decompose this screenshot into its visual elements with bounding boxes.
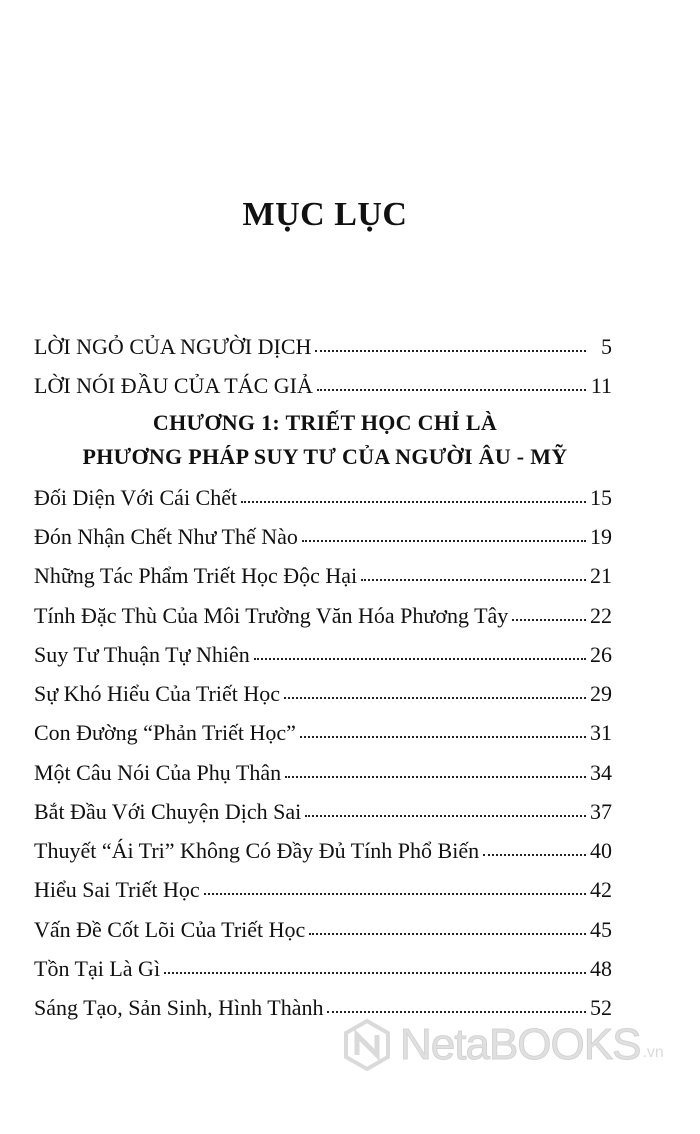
toc-entry [34, 681, 612, 707]
toc-entry-label: Con Đường “Phản Triết Học” [34, 720, 296, 745]
toc-entry-page: 34 [590, 760, 612, 785]
dot-leader [309, 933, 586, 935]
toc-entry-page: 5 [601, 334, 612, 359]
dot-leader [317, 389, 586, 391]
toc-entry [34, 485, 612, 511]
dot-leader [284, 697, 586, 699]
chapter-heading-line-1: CHƯƠNG 1: TRIẾT HỌC CHỈ LÀ [152, 410, 498, 435]
toc-entry-page: 19 [590, 524, 612, 549]
toc-entry-page: 40 [590, 838, 612, 863]
toc-entry [34, 799, 612, 825]
toc-entry-label: Sáng Tạo, Sản Sinh, Hình Thành [34, 995, 324, 1020]
dot-leader [300, 736, 586, 738]
toc-entry-label: Sự Khó Hiểu Của Triết Học [34, 681, 280, 706]
toc-entry-label: Thuyết “Ái Tri” Không Có Đầy Đủ Tính Phổ Biến [34, 838, 480, 863]
toc-entry-page: 21 [590, 563, 612, 588]
toc-entry-label: Tồn Tại Là Gì [34, 956, 161, 981]
watermark [340, 1012, 690, 1078]
dot-leader [483, 854, 586, 856]
toc-entry [34, 720, 612, 746]
toc-entry-page: 37 [590, 799, 612, 824]
toc-entry [34, 917, 612, 943]
dot-leader [361, 579, 586, 581]
toc-entry-label: Những Tác Phẩm Triết Học Độc Hại [34, 563, 358, 588]
toc-entry-label: Đón Nhận Chết Như Thế Nào [34, 524, 298, 549]
toc-entry-page: 42 [590, 877, 612, 902]
toc-entry-label: Bắt Đầu Với Chuyện Dịch Sai [34, 799, 302, 824]
toc-entry [34, 956, 612, 982]
toc-entry-label: Hiểu Sai Triết Học [34, 877, 200, 902]
toc-entry [34, 760, 612, 786]
toc-entry [34, 563, 612, 589]
dot-leader [241, 501, 586, 503]
toc-entry [34, 838, 612, 864]
dot-leader [302, 540, 586, 542]
toc-entry-label: LỜI NGỎ CỦA NGƯỜI DỊCH [34, 334, 312, 359]
dot-leader [164, 972, 586, 974]
toc-entry-page: 31 [590, 720, 612, 745]
toc-entry [34, 877, 612, 903]
toc-entry [34, 524, 612, 550]
watermark-brand: NetaBOOKS [400, 1020, 641, 1069]
chapter-heading-line-2: PHƯƠNG PHÁP SUY TƯ CỦA NGƯỜI ÂU - MỸ [82, 444, 568, 469]
toc-entry [34, 373, 612, 399]
toc-entry-page: 26 [590, 642, 612, 667]
toc-entry-page: 15 [590, 485, 612, 510]
netabooks-logo-icon [340, 1018, 394, 1072]
page-title: MỤC LỤC [242, 196, 408, 233]
watermark-suffix: .vn [642, 1044, 664, 1061]
toc-entry-page: 45 [590, 917, 612, 942]
toc-entry [34, 642, 612, 668]
toc-entry-page: 48 [590, 956, 612, 981]
dot-leader [254, 658, 586, 660]
toc-entry-page: 11 [590, 373, 612, 398]
toc-entry-label: Suy Tư Thuận Tự Nhiên [34, 642, 250, 667]
dot-leader [285, 776, 586, 778]
dot-leader [204, 893, 586, 895]
toc-entry-label: Vấn Đề Cốt Lõi Của Triết Học [34, 917, 306, 942]
dot-leader [305, 815, 586, 817]
toc-entry-label: Tính Đặc Thù Của Môi Trường Văn Hóa Phương Tây [34, 603, 509, 628]
toc-entry-label: Một Câu Nói Của Phụ Thân [34, 760, 282, 785]
toc-entry-label: Đối Diện Với Cái Chết [34, 485, 238, 510]
toc-entry-page: 52 [590, 995, 612, 1020]
dot-leader [315, 350, 586, 352]
toc-entry-label: LỜI NÓI ĐẦU CỦA TÁC GIẢ [34, 373, 313, 398]
toc-entry [34, 334, 612, 360]
toc-entry-page: 29 [590, 681, 612, 706]
toc-entry [34, 603, 612, 629]
toc-entry-page: 22 [590, 603, 612, 628]
dot-leader [512, 619, 586, 621]
